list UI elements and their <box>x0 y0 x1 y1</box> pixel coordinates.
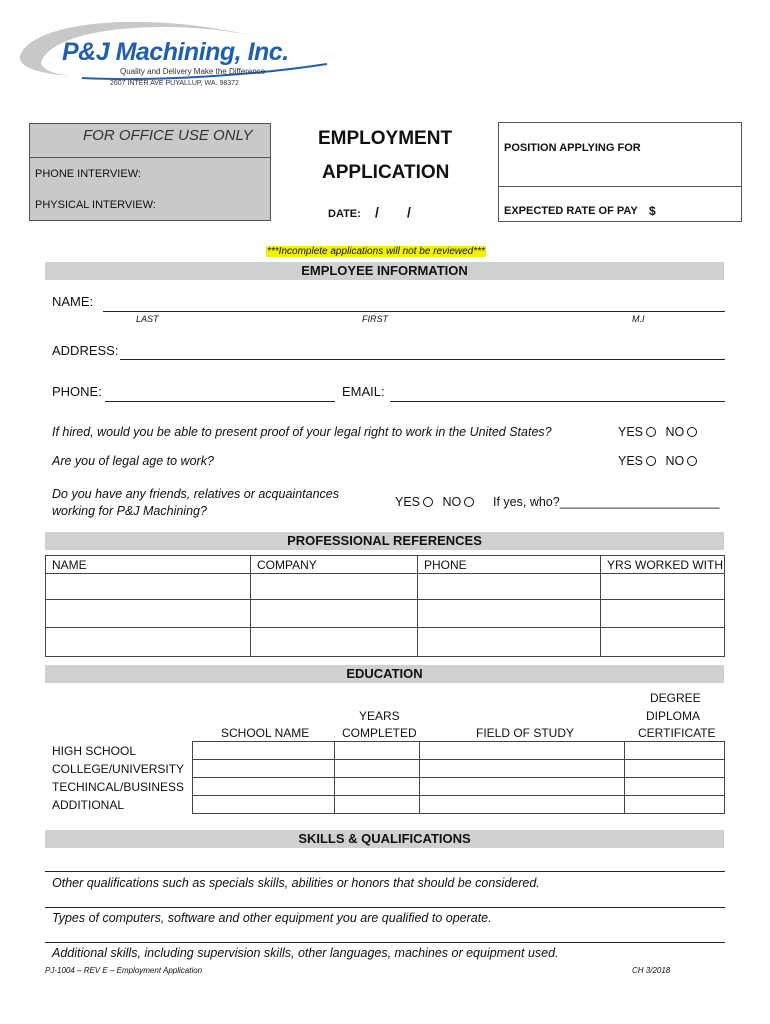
edu-col-degree-2: DIPLOMA <box>646 709 701 723</box>
dollar-sign: $ <box>649 204 656 218</box>
address-label: ADDRESS: <box>52 343 119 358</box>
edu-row-4-fields[interactable] <box>193 796 724 813</box>
education-heading: EDUCATION <box>45 665 724 683</box>
edu-row-high-school: HIGH SCHOOL <box>52 744 137 758</box>
question-acquaintances-line1: Do you have any friends, relatives or acquaintances <box>52 487 339 501</box>
q2-yes-radio[interactable] <box>646 456 656 466</box>
name-label: NAME: <box>52 294 94 309</box>
ref-col-yrs: YRS WORKED WITH <box>607 558 723 572</box>
office-use-title: FOR OFFICE USE ONLY <box>83 127 253 144</box>
q3-yes-label: YES <box>395 495 421 509</box>
edu-col-field: FIELD OF STUDY <box>476 726 575 740</box>
company-tagline: Quality and Delivery Make the Difference <box>120 67 266 76</box>
skills-line-1-field[interactable] <box>45 871 725 872</box>
edu-col-years-1: YEARS <box>359 709 400 723</box>
question-legal-age: Are you of legal age to work? <box>52 454 214 468</box>
q1-yes-radio[interactable] <box>646 427 656 437</box>
mi-sublabel: M.I <box>632 314 645 324</box>
q1-yes-label: YES <box>618 425 644 439</box>
references-table <box>45 555 725 657</box>
edu-row-technical: TECHINCAL/BUSINESS <box>52 780 185 794</box>
employee-info-heading: EMPLOYEE INFORMATION <box>45 262 724 280</box>
ref-col-company: COMPANY <box>257 558 317 572</box>
question-legal-right: If hired, would you be able to present proof of your legal right to work in the United States? <box>52 425 552 439</box>
edu-row-additional: ADDITIONAL <box>52 798 125 812</box>
date-slash-1: / <box>375 204 379 220</box>
phone-field[interactable] <box>105 401 335 402</box>
phone-interview-label: PHONE INTERVIEW: <box>35 168 141 180</box>
position-field[interactable] <box>501 159 739 185</box>
company-address: 2607 INTER AVE PUYALLUP, WA. 98372 <box>110 80 239 87</box>
q2-yes-label: YES <box>618 454 644 468</box>
education-table <box>192 741 725 814</box>
edu-col-degree-3: CERTIFICATE <box>638 726 716 740</box>
q1-no-radio[interactable] <box>687 427 697 437</box>
skills-line-3: Additional skills, including supervision skills, other languages, machines or equipment used. <box>52 946 559 960</box>
edu-col-degree-1: DEGREE <box>650 691 701 705</box>
office-use-box <box>29 123 271 221</box>
email-field[interactable] <box>390 401 725 402</box>
skills-heading: SKILLS & QUALIFICATIONS <box>45 830 724 848</box>
footer-form-id: PJ-1004 – REV E – Employment Application <box>45 966 203 975</box>
last-sublabel: LAST <box>136 314 159 324</box>
ref-col-name: NAME <box>52 558 87 572</box>
q3-no-label: NO <box>442 495 462 509</box>
edu-row-3-fields[interactable] <box>193 778 724 794</box>
date-field[interactable] <box>360 204 430 222</box>
date-label: DATE: <box>328 208 361 220</box>
email-label: EMAIL: <box>342 384 385 399</box>
edu-row-1-fields[interactable] <box>193 742 724 758</box>
rate-label: EXPECTED RATE OF PAY <box>504 205 638 217</box>
q2-no-radio[interactable] <box>687 456 697 466</box>
q3-yes-radio[interactable] <box>423 497 433 507</box>
q3-no-radio[interactable] <box>464 497 474 507</box>
skills-line-3-field[interactable] <box>45 942 725 943</box>
reference-row-3[interactable] <box>46 628 724 656</box>
skills-line-1: Other qualifications such as specials skills, abilities or honors that should be considered. <box>52 876 540 890</box>
position-label: POSITION APPLYING FOR <box>504 142 641 154</box>
reference-row-2[interactable] <box>46 600 724 626</box>
edu-col-school: SCHOOL NAME <box>221 726 310 740</box>
name-field[interactable] <box>103 311 725 312</box>
ref-col-phone: PHONE <box>424 558 467 572</box>
q1-no-label: NO <box>665 425 685 439</box>
edu-row-college: COLLEGE/UNIVERSITY <box>52 762 185 776</box>
company-name: P&J Machining, Inc. <box>62 38 289 66</box>
question-acquaintances-line2: working for P&J Machining? <box>52 504 207 518</box>
references-heading: PROFESSIONAL REFERENCES <box>45 532 724 550</box>
q2-no-label: NO <box>665 454 685 468</box>
date-slash-2: / <box>407 204 411 220</box>
first-sublabel: FIRST <box>362 314 388 324</box>
edu-col-years-2: COMPLETED <box>342 726 417 740</box>
position-box <box>498 122 742 222</box>
footer-revision: CH 3/2018 <box>632 966 671 975</box>
skills-line-2: Types of computers, software and other equipment you are qualified to operate. <box>52 911 492 925</box>
form-title-line1: EMPLOYMENT <box>318 128 453 149</box>
form-title-line2: APPLICATION <box>322 162 450 183</box>
phone-label: PHONE: <box>52 384 102 399</box>
address-field[interactable] <box>120 359 725 360</box>
physical-interview-label: PHYSICAL INTERVIEW: <box>35 199 156 211</box>
reference-row-1[interactable] <box>46 574 724 598</box>
skills-line-2-field[interactable] <box>45 907 725 908</box>
company-logo <box>12 10 342 90</box>
incomplete-notice: ***Incomplete applications will not be reviewed*** <box>267 246 485 257</box>
if-yes-who[interactable]: If yes, who?_______________________ <box>493 495 720 509</box>
edu-row-2-fields[interactable] <box>193 760 724 776</box>
